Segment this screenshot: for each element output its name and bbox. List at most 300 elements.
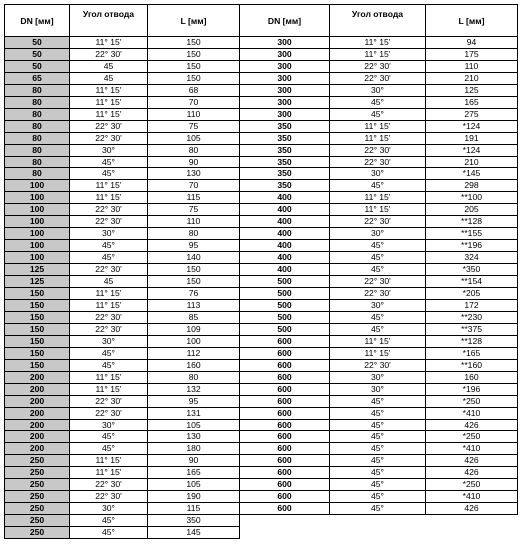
cell-dn-left: 250 xyxy=(5,527,70,539)
pipe-bend-table-wrapper xyxy=(4,4,518,539)
table-row xyxy=(5,228,518,240)
table-row xyxy=(5,479,518,491)
table-row xyxy=(5,168,518,180)
cell-dn-left: 100 xyxy=(5,180,70,192)
cell-angle-right: 45° xyxy=(330,443,426,455)
cell-l-right: **155 xyxy=(426,228,518,240)
cell-l-left: 145 xyxy=(148,527,240,539)
table-row xyxy=(5,419,518,431)
cell-dn-right: 350 xyxy=(240,144,330,156)
cell-l-left: 80 xyxy=(148,144,240,156)
cell-dn-right: 400 xyxy=(240,240,330,252)
cell-l-left: 110 xyxy=(148,216,240,228)
table-row xyxy=(5,335,518,347)
cell-dn-right: 600 xyxy=(240,347,330,359)
cell-dn-right: 500 xyxy=(240,276,330,288)
cell-angle-left: 45° xyxy=(70,252,148,264)
cell-dn-right: 600 xyxy=(240,431,330,443)
cell-angle-left: 45° xyxy=(70,443,148,455)
cell-angle-left: 22° 30' xyxy=(70,479,148,491)
cell-dn-left: 80 xyxy=(5,168,70,180)
cell-dn-right: 300 xyxy=(240,37,330,49)
cell-angle-left: 30° xyxy=(70,503,148,515)
cell-l-left: 75 xyxy=(148,204,240,216)
cell-angle-right: 22° 30' xyxy=(330,60,426,72)
table-row xyxy=(5,288,518,300)
cell-angle-left: 22° 30' xyxy=(70,311,148,323)
cell-angle-left: 22° 30' xyxy=(70,491,148,503)
table-body xyxy=(5,37,518,539)
cell-angle-left: 45 xyxy=(70,276,148,288)
table-row xyxy=(5,132,518,144)
table-row xyxy=(5,515,518,527)
cell-l-right: *165 xyxy=(426,347,518,359)
table-row xyxy=(5,323,518,335)
cell-angle-right: 30° xyxy=(330,371,426,383)
table-row xyxy=(5,527,518,539)
cell-angle-left: 45° xyxy=(70,527,148,539)
cell-angle-right: 22° 30' xyxy=(330,288,426,300)
header-l-right: L [мм] xyxy=(426,5,518,37)
cell-dn-left: 80 xyxy=(5,156,70,168)
cell-l-right: *124 xyxy=(426,120,518,132)
table-row xyxy=(5,144,518,156)
cell-dn-right: 600 xyxy=(240,455,330,467)
cell-angle-right: 45° xyxy=(330,503,426,515)
cell-l-right: *410 xyxy=(426,443,518,455)
cell-angle-left: 45° xyxy=(70,156,148,168)
cell-l-left: 150 xyxy=(148,37,240,49)
cell-dn-left: 250 xyxy=(5,503,70,515)
empty-cell xyxy=(240,515,330,527)
cell-l-left: 80 xyxy=(148,371,240,383)
cell-angle-right: 30° xyxy=(330,84,426,96)
cell-l-right: *250 xyxy=(426,431,518,443)
cell-dn-left: 250 xyxy=(5,467,70,479)
table-row xyxy=(5,443,518,455)
cell-dn-right: 600 xyxy=(240,419,330,431)
cell-l-left: 180 xyxy=(148,443,240,455)
cell-dn-left: 100 xyxy=(5,192,70,204)
cell-l-right: *410 xyxy=(426,491,518,503)
cell-angle-left: 45 xyxy=(70,60,148,72)
cell-dn-left: 150 xyxy=(5,311,70,323)
cell-l-left: 150 xyxy=(148,72,240,84)
cell-dn-right: 600 xyxy=(240,479,330,491)
table-row xyxy=(5,431,518,443)
header-dn-left: DN [мм] xyxy=(5,5,70,37)
table-row xyxy=(5,299,518,311)
cell-l-left: 68 xyxy=(148,84,240,96)
cell-dn-left: 100 xyxy=(5,204,70,216)
table-row xyxy=(5,503,518,515)
cell-l-left: 160 xyxy=(148,359,240,371)
cell-angle-left: 11° 15' xyxy=(70,192,148,204)
header-angle-right: Угол отвода xyxy=(330,5,426,37)
cell-angle-left: 30° xyxy=(70,144,148,156)
table-row xyxy=(5,359,518,371)
table-row xyxy=(5,84,518,96)
cell-angle-right: 22° 30' xyxy=(330,276,426,288)
table-row xyxy=(5,395,518,407)
cell-l-right: **230 xyxy=(426,311,518,323)
cell-l-left: 95 xyxy=(148,240,240,252)
cell-l-left: 109 xyxy=(148,323,240,335)
cell-dn-left: 200 xyxy=(5,443,70,455)
cell-angle-left: 11° 15' xyxy=(70,371,148,383)
cell-dn-left: 150 xyxy=(5,323,70,335)
cell-dn-right: 600 xyxy=(240,491,330,503)
cell-l-right: 110 xyxy=(426,60,518,72)
cell-dn-left: 50 xyxy=(5,48,70,60)
cell-angle-right: 45° xyxy=(330,431,426,443)
cell-angle-right: 30° xyxy=(330,228,426,240)
cell-l-right: 324 xyxy=(426,252,518,264)
cell-angle-left: 22° 30' xyxy=(70,204,148,216)
cell-dn-right: 400 xyxy=(240,252,330,264)
table-row xyxy=(5,108,518,120)
cell-l-right: 172 xyxy=(426,299,518,311)
cell-l-right: **100 xyxy=(426,192,518,204)
table-row xyxy=(5,252,518,264)
cell-angle-left: 11° 15' xyxy=(70,288,148,300)
cell-l-left: 85 xyxy=(148,311,240,323)
cell-angle-right: 45° xyxy=(330,311,426,323)
cell-l-right: 426 xyxy=(426,455,518,467)
cell-l-right: **196 xyxy=(426,240,518,252)
cell-l-right: *250 xyxy=(426,395,518,407)
cell-angle-right: 45° xyxy=(330,395,426,407)
cell-l-right: *124 xyxy=(426,144,518,156)
cell-l-right: **160 xyxy=(426,359,518,371)
cell-dn-left: 80 xyxy=(5,144,70,156)
cell-dn-right: 600 xyxy=(240,383,330,395)
cell-dn-left: 200 xyxy=(5,431,70,443)
table-row xyxy=(5,216,518,228)
cell-dn-left: 80 xyxy=(5,132,70,144)
cell-angle-right: 22° 30' xyxy=(330,144,426,156)
cell-l-left: 105 xyxy=(148,132,240,144)
cell-l-left: 132 xyxy=(148,383,240,395)
cell-dn-right: 600 xyxy=(240,467,330,479)
cell-angle-right: 45° xyxy=(330,264,426,276)
cell-angle-right: 11° 15' xyxy=(330,192,426,204)
cell-l-right: 94 xyxy=(426,37,518,49)
cell-l-right: 298 xyxy=(426,180,518,192)
cell-angle-right: 30° xyxy=(330,383,426,395)
cell-dn-left: 250 xyxy=(5,491,70,503)
cell-angle-left: 45° xyxy=(70,347,148,359)
cell-dn-left: 65 xyxy=(5,72,70,84)
cell-dn-left: 80 xyxy=(5,120,70,132)
cell-angle-left: 45° xyxy=(70,515,148,527)
cell-dn-left: 100 xyxy=(5,252,70,264)
cell-angle-left: 45° xyxy=(70,168,148,180)
cell-dn-right: 600 xyxy=(240,371,330,383)
table-row xyxy=(5,491,518,503)
cell-l-right: 275 xyxy=(426,108,518,120)
cell-dn-right: 300 xyxy=(240,108,330,120)
cell-dn-left: 200 xyxy=(5,371,70,383)
cell-l-right: 205 xyxy=(426,204,518,216)
cell-dn-left: 150 xyxy=(5,359,70,371)
cell-dn-right: 350 xyxy=(240,168,330,180)
table-row xyxy=(5,192,518,204)
cell-dn-left: 100 xyxy=(5,228,70,240)
cell-dn-left: 200 xyxy=(5,419,70,431)
cell-angle-right: 11° 15' xyxy=(330,48,426,60)
cell-angle-left: 45° xyxy=(70,240,148,252)
table-row xyxy=(5,96,518,108)
cell-l-left: 150 xyxy=(148,48,240,60)
cell-angle-left: 22° 30' xyxy=(70,120,148,132)
table-row xyxy=(5,72,518,84)
cell-l-left: 130 xyxy=(148,168,240,180)
cell-angle-right: 30° xyxy=(330,168,426,180)
cell-l-left: 70 xyxy=(148,96,240,108)
cell-angle-left: 11° 15' xyxy=(70,299,148,311)
cell-angle-left: 30° xyxy=(70,419,148,431)
table-row xyxy=(5,383,518,395)
cell-dn-right: 600 xyxy=(240,359,330,371)
cell-angle-left: 45 xyxy=(70,72,148,84)
cell-dn-right: 600 xyxy=(240,395,330,407)
cell-angle-right: 45° xyxy=(330,455,426,467)
table-row xyxy=(5,371,518,383)
cell-l-right: *410 xyxy=(426,407,518,419)
cell-dn-right: 400 xyxy=(240,204,330,216)
table-row xyxy=(5,311,518,323)
cell-l-right: *145 xyxy=(426,168,518,180)
empty-cell xyxy=(426,527,518,539)
cell-l-right: 160 xyxy=(426,371,518,383)
cell-angle-right: 45° xyxy=(330,323,426,335)
cell-angle-left: 11° 15' xyxy=(70,96,148,108)
cell-l-right: 426 xyxy=(426,503,518,515)
header-dn-right: DN [мм] xyxy=(240,5,330,37)
cell-l-right: 165 xyxy=(426,96,518,108)
cell-angle-left: 11° 15' xyxy=(70,37,148,49)
table-row xyxy=(5,276,518,288)
cell-l-left: 130 xyxy=(148,431,240,443)
cell-angle-right: 45° xyxy=(330,479,426,491)
cell-dn-right: 600 xyxy=(240,407,330,419)
cell-dn-right: 600 xyxy=(240,335,330,347)
table-row xyxy=(5,37,518,49)
cell-dn-left: 250 xyxy=(5,455,70,467)
cell-angle-right: 45° xyxy=(330,252,426,264)
empty-cell xyxy=(330,527,426,539)
cell-angle-left: 22° 30' xyxy=(70,264,148,276)
cell-l-right: **128 xyxy=(426,335,518,347)
cell-l-left: 100 xyxy=(148,335,240,347)
cell-l-left: 75 xyxy=(148,120,240,132)
cell-l-left: 115 xyxy=(148,192,240,204)
cell-angle-right: 30° xyxy=(330,299,426,311)
cell-angle-left: 11° 15' xyxy=(70,383,148,395)
cell-angle-right: 11° 15' xyxy=(330,347,426,359)
cell-l-left: 150 xyxy=(148,60,240,72)
cell-l-left: 105 xyxy=(148,419,240,431)
cell-angle-right: 45° xyxy=(330,240,426,252)
empty-cell xyxy=(426,515,518,527)
cell-dn-left: 125 xyxy=(5,264,70,276)
empty-cell xyxy=(240,527,330,539)
cell-l-right: *196 xyxy=(426,383,518,395)
cell-dn-left: 100 xyxy=(5,216,70,228)
cell-l-left: 150 xyxy=(148,276,240,288)
cell-dn-right: 350 xyxy=(240,156,330,168)
header-l-left: L [мм] xyxy=(148,5,240,37)
cell-l-left: 95 xyxy=(148,395,240,407)
cell-dn-left: 80 xyxy=(5,108,70,120)
cell-dn-left: 50 xyxy=(5,37,70,49)
cell-l-right: *205 xyxy=(426,288,518,300)
cell-l-left: 90 xyxy=(148,455,240,467)
cell-l-left: 131 xyxy=(148,407,240,419)
table-row xyxy=(5,120,518,132)
cell-angle-left: 11° 15' xyxy=(70,180,148,192)
cell-l-right: **375 xyxy=(426,323,518,335)
header-angle-left: Угол отвода xyxy=(70,5,148,37)
cell-l-left: 70 xyxy=(148,180,240,192)
cell-angle-left: 22° 30' xyxy=(70,323,148,335)
cell-dn-left: 150 xyxy=(5,335,70,347)
cell-dn-left: 150 xyxy=(5,299,70,311)
cell-angle-right: 22° 30' xyxy=(330,156,426,168)
cell-angle-left: 22° 30' xyxy=(70,407,148,419)
cell-l-left: 190 xyxy=(148,491,240,503)
cell-dn-left: 200 xyxy=(5,395,70,407)
cell-angle-left: 22° 30' xyxy=(70,216,148,228)
cell-l-left: 165 xyxy=(148,467,240,479)
cell-dn-right: 350 xyxy=(240,180,330,192)
cell-l-left: 150 xyxy=(148,264,240,276)
header-row xyxy=(5,5,518,37)
cell-l-right: 191 xyxy=(426,132,518,144)
cell-dn-right: 400 xyxy=(240,228,330,240)
cell-l-right: 210 xyxy=(426,156,518,168)
cell-l-right: *250 xyxy=(426,479,518,491)
cell-l-left: 140 xyxy=(148,252,240,264)
cell-angle-right: 45° xyxy=(330,96,426,108)
cell-dn-right: 300 xyxy=(240,96,330,108)
table-row xyxy=(5,347,518,359)
table-row xyxy=(5,48,518,60)
cell-angle-left: 45° xyxy=(70,359,148,371)
table-row xyxy=(5,407,518,419)
table-row xyxy=(5,264,518,276)
cell-dn-left: 125 xyxy=(5,276,70,288)
cell-dn-right: 500 xyxy=(240,311,330,323)
table-row xyxy=(5,467,518,479)
cell-angle-left: 22° 30' xyxy=(70,48,148,60)
cell-dn-right: 350 xyxy=(240,132,330,144)
cell-l-right: 210 xyxy=(426,72,518,84)
empty-cell xyxy=(330,515,426,527)
cell-angle-left: 11° 15' xyxy=(70,467,148,479)
cell-angle-right: 11° 15' xyxy=(330,204,426,216)
cell-dn-right: 500 xyxy=(240,288,330,300)
cell-l-right: 175 xyxy=(426,48,518,60)
cell-dn-right: 500 xyxy=(240,323,330,335)
cell-angle-left: 30° xyxy=(70,335,148,347)
cell-dn-right: 300 xyxy=(240,72,330,84)
cell-dn-right: 400 xyxy=(240,192,330,204)
cell-angle-right: 11° 15' xyxy=(330,335,426,347)
cell-l-left: 113 xyxy=(148,299,240,311)
table-row xyxy=(5,455,518,467)
cell-dn-left: 100 xyxy=(5,240,70,252)
cell-l-right: **128 xyxy=(426,216,518,228)
cell-dn-left: 150 xyxy=(5,288,70,300)
cell-l-left: 115 xyxy=(148,503,240,515)
pipe-bend-table xyxy=(4,4,518,539)
cell-dn-left: 200 xyxy=(5,407,70,419)
cell-angle-right: 11° 15' xyxy=(330,132,426,144)
cell-l-left: 350 xyxy=(148,515,240,527)
cell-angle-left: 11° 15' xyxy=(70,108,148,120)
cell-angle-right: 11° 15' xyxy=(330,120,426,132)
table-row xyxy=(5,240,518,252)
table-row xyxy=(5,156,518,168)
cell-l-right: *350 xyxy=(426,264,518,276)
cell-angle-right: 11° 15' xyxy=(330,37,426,49)
table-row xyxy=(5,180,518,192)
cell-angle-right: 45° xyxy=(330,407,426,419)
cell-dn-left: 250 xyxy=(5,479,70,491)
cell-angle-left: 22° 30' xyxy=(70,132,148,144)
cell-dn-right: 600 xyxy=(240,503,330,515)
cell-angle-left: 30° xyxy=(70,228,148,240)
cell-dn-left: 150 xyxy=(5,347,70,359)
cell-angle-right: 45° xyxy=(330,108,426,120)
cell-angle-left: 11° 15' xyxy=(70,455,148,467)
cell-dn-right: 350 xyxy=(240,120,330,132)
cell-dn-left: 50 xyxy=(5,60,70,72)
cell-dn-left: 80 xyxy=(5,96,70,108)
cell-dn-right: 500 xyxy=(240,299,330,311)
cell-dn-right: 300 xyxy=(240,60,330,72)
cell-l-left: 90 xyxy=(148,156,240,168)
cell-dn-right: 400 xyxy=(240,216,330,228)
cell-angle-right: 45° xyxy=(330,491,426,503)
cell-angle-left: 45° xyxy=(70,431,148,443)
cell-angle-right: 45° xyxy=(330,419,426,431)
cell-angle-right: 22° 30' xyxy=(330,72,426,84)
table-row xyxy=(5,204,518,216)
cell-dn-left: 200 xyxy=(5,383,70,395)
cell-angle-right: 45° xyxy=(330,467,426,479)
cell-dn-right: 300 xyxy=(240,84,330,96)
cell-angle-left: 11° 15' xyxy=(70,84,148,96)
cell-dn-right: 600 xyxy=(240,443,330,455)
cell-dn-left: 250 xyxy=(5,515,70,527)
cell-l-right: 426 xyxy=(426,467,518,479)
cell-l-right: 125 xyxy=(426,84,518,96)
cell-angle-right: 45° xyxy=(330,180,426,192)
cell-l-left: 112 xyxy=(148,347,240,359)
cell-l-left: 110 xyxy=(148,108,240,120)
cell-dn-right: 400 xyxy=(240,264,330,276)
cell-l-right: **154 xyxy=(426,276,518,288)
cell-l-left: 76 xyxy=(148,288,240,300)
cell-angle-right: 22° 30' xyxy=(330,359,426,371)
table-row xyxy=(5,60,518,72)
cell-angle-right: 22° 30' xyxy=(330,216,426,228)
cell-dn-left: 80 xyxy=(5,84,70,96)
cell-dn-right: 300 xyxy=(240,48,330,60)
